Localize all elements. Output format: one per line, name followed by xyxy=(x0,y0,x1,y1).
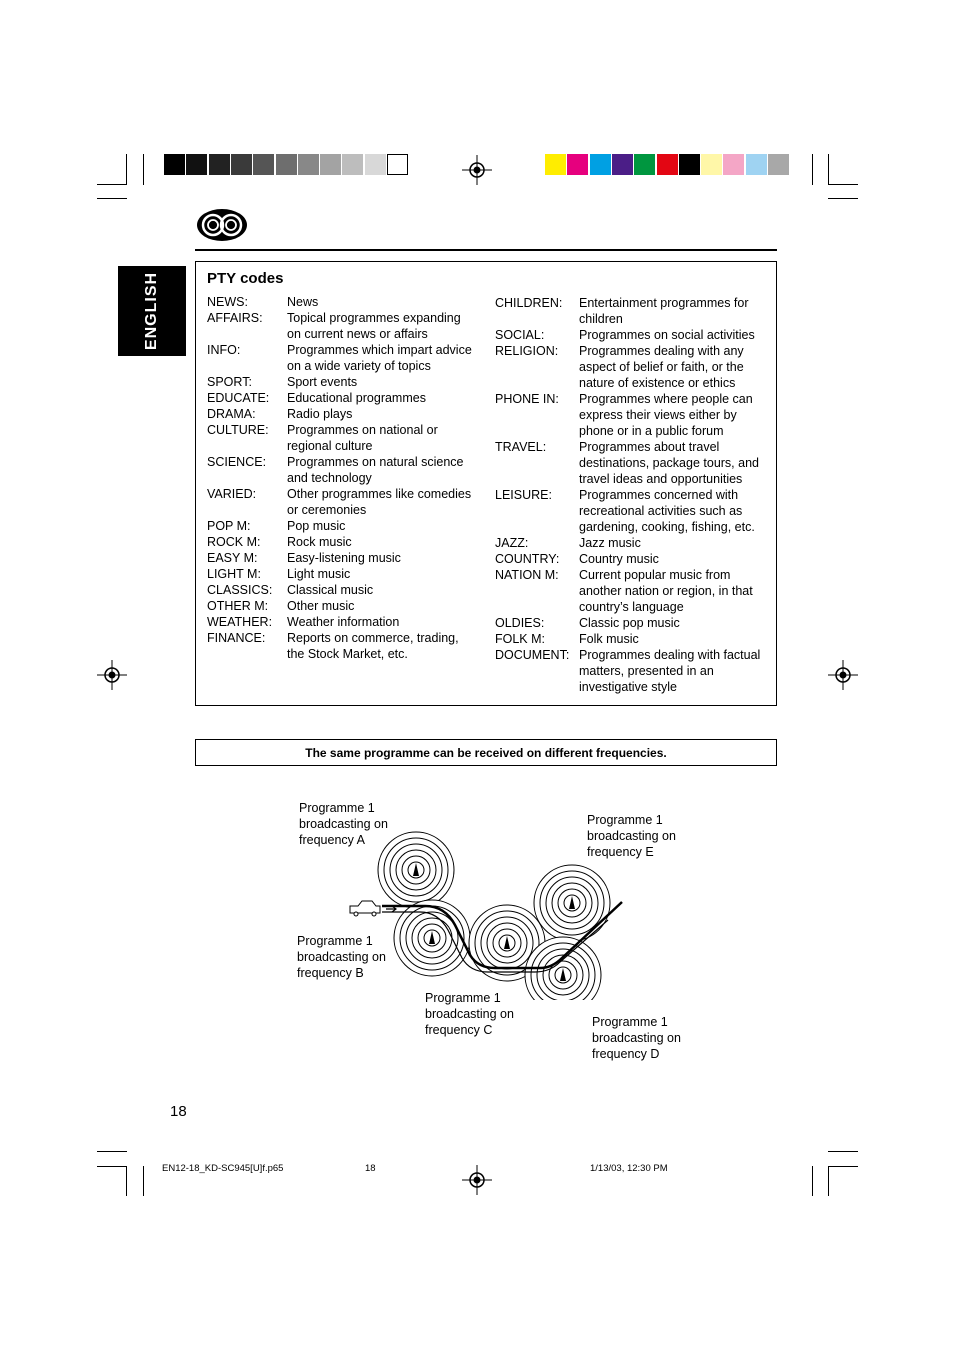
caption-frequency-d: Programme 1 broadcasting on frequency D xyxy=(592,1015,681,1061)
pty-code: LEISURE: xyxy=(495,488,552,502)
pty-code: TRAVEL: xyxy=(495,440,547,454)
pty-code-row xyxy=(495,551,770,567)
registration-mark-icon xyxy=(97,660,127,690)
pty-code: DOCUMENT: xyxy=(495,648,570,662)
pty-code: AFFAIRS: xyxy=(207,311,263,325)
pty-code: FINANCE: xyxy=(207,631,266,645)
pty-description: Entertainment programmes for children xyxy=(579,296,749,326)
gray-swatch xyxy=(276,154,297,175)
pty-code-row xyxy=(495,647,770,695)
pty-code-row xyxy=(495,439,770,487)
footer-page: 18 xyxy=(365,1163,376,1174)
pty-code-row xyxy=(207,342,477,374)
gray-swatch xyxy=(298,154,319,175)
pty-code: NEWS: xyxy=(207,295,248,309)
header-rule xyxy=(195,249,777,251)
pty-description: Current popular music from another nation or region, in that country’s language xyxy=(579,568,753,614)
pty-code: EASY M: xyxy=(207,551,258,565)
pty-description: Reports on commerce, trading, the Stock Market, etc. xyxy=(287,631,459,661)
pty-code-row xyxy=(495,343,770,391)
pty-code: OLDIES: xyxy=(495,616,545,630)
gray-swatch xyxy=(209,154,230,175)
pty-description: Rock music xyxy=(287,535,352,549)
pty-code: CHILDREN: xyxy=(495,296,563,310)
pty-codes-panel xyxy=(195,261,777,706)
color-swatch xyxy=(679,154,700,175)
pty-code: EDUCATE: xyxy=(207,391,270,405)
caption-frequency-a: Programme 1 broadcasting on frequency A xyxy=(299,801,388,847)
pty-list-left xyxy=(207,294,477,662)
pty-code-row xyxy=(207,582,477,598)
pty-description: Folk music xyxy=(579,632,639,646)
color-swatch xyxy=(634,154,655,175)
pty-code: SPORT: xyxy=(207,375,252,389)
pty-code-row xyxy=(495,391,770,439)
pty-code-row xyxy=(207,566,477,582)
pty-code: INFO: xyxy=(207,343,241,357)
page-number: 18 xyxy=(170,1103,187,1120)
pty-code-row xyxy=(207,486,477,518)
pty-code-row xyxy=(495,615,770,631)
pty-code: PHONE IN: xyxy=(495,392,559,406)
pty-description: Country music xyxy=(579,552,659,566)
rds-logo-icon xyxy=(195,207,249,243)
pty-code: CULTURE: xyxy=(207,423,269,437)
gray-swatch xyxy=(164,154,185,175)
pty-code-row xyxy=(495,295,770,327)
pty-code-row xyxy=(207,390,477,406)
registration-mark-icon xyxy=(462,155,492,185)
pty-description: Jazz music xyxy=(579,536,641,550)
pty-code: JAZZ: xyxy=(495,536,529,550)
color-swatch xyxy=(612,154,633,175)
caption-frequency-c: Programme 1 broadcasting on frequency C xyxy=(425,991,514,1037)
pty-description: Light music xyxy=(287,567,351,581)
pty-description: Programmes concerned with recreational activities such as gardening, cooking, fishing, etc. xyxy=(579,488,755,534)
pty-description: Programmes on natural science and technology xyxy=(287,455,464,485)
pty-description: Topical programmes expanding on current news or affairs xyxy=(287,311,461,341)
pty-code: OTHER M: xyxy=(207,599,269,613)
pty-description: Classic pop music xyxy=(579,616,680,630)
pty-code: RELIGION: xyxy=(495,344,559,358)
car-icon xyxy=(350,901,380,916)
pty-code-row xyxy=(207,614,477,630)
pty-code: FOLK M: xyxy=(495,632,546,646)
pty-code-row xyxy=(495,535,770,551)
pty-code-row xyxy=(207,310,477,342)
registration-mark-icon xyxy=(462,1165,492,1195)
pty-description: Educational programmes xyxy=(287,391,426,405)
pty-description: Programmes on social activities xyxy=(579,328,755,342)
pty-code: NATION M: xyxy=(495,568,559,582)
transmitter-icon xyxy=(534,865,610,941)
pty-code-row xyxy=(495,631,770,647)
frequency-note-text: The same programme can be received on different frequencies. xyxy=(305,745,667,760)
pty-description: Sport events xyxy=(287,375,358,389)
gray-swatch xyxy=(231,154,252,175)
gray-swatch xyxy=(320,154,341,175)
pty-description: Radio plays xyxy=(287,407,353,421)
pty-code-row xyxy=(495,567,770,615)
pty-description: News xyxy=(287,295,319,309)
color-swatch xyxy=(723,154,744,175)
transmitter-rings xyxy=(378,832,610,1000)
pty-code-row xyxy=(207,550,477,566)
gray-swatch xyxy=(342,154,363,175)
pty-code: SCIENCE: xyxy=(207,455,267,469)
pty-description: Pop music xyxy=(287,519,346,533)
pty-code-row xyxy=(207,630,477,662)
pty-code-row xyxy=(207,422,477,454)
pty-code: CLASSICS: xyxy=(207,583,273,597)
gray-swatch xyxy=(253,154,274,175)
pty-description: Programmes which impart advice on a wide variety of topics xyxy=(287,343,472,373)
pty-description: Programmes where people can express their views either by phone or in a public forum xyxy=(579,392,753,438)
pty-description: Other music xyxy=(287,599,355,613)
pty-code-row xyxy=(207,406,477,422)
pty-description: Programmes about travel destinations, package tours, and travel ideas and opportunities xyxy=(579,440,759,486)
pty-code: SOCIAL: xyxy=(495,328,545,342)
color-swatch xyxy=(746,154,767,175)
caption-frequency-e: Programme 1 broadcasting on frequency E xyxy=(587,813,676,859)
pty-description: Other programmes like comedies or ceremonies xyxy=(287,487,472,517)
pty-description: Programmes dealing with any aspect of belief or faith, or the nature of existence or ethics xyxy=(579,344,744,390)
pty-code: COUNTRY: xyxy=(495,552,560,566)
color-swatch xyxy=(768,154,789,175)
gray-swatch xyxy=(365,154,386,175)
pty-description: Weather information xyxy=(287,615,400,629)
color-swatch xyxy=(701,154,722,175)
pty-code-row xyxy=(207,454,477,486)
pty-code-row xyxy=(207,294,477,310)
footer-timestamp: 1/13/03, 12:30 PM xyxy=(590,1163,668,1174)
registration-mark-icon xyxy=(828,660,858,690)
pty-code-row xyxy=(495,487,770,535)
color-swatch xyxy=(657,154,678,175)
pty-description: Easy-listening music xyxy=(287,551,401,565)
color-swatch xyxy=(590,154,611,175)
pty-code: WEATHER: xyxy=(207,615,273,629)
footer-file-name: EN12-18_KD-SC945[U]f.p65 xyxy=(162,1163,284,1174)
pty-code: ROCK M: xyxy=(207,535,261,549)
color-swatch xyxy=(545,154,566,175)
caption-frequency-b: Programme 1 broadcasting on frequency B xyxy=(297,934,386,980)
pty-code: DRAMA: xyxy=(207,407,256,421)
pty-title: PTY codes xyxy=(207,270,284,287)
pty-code: VARIED: xyxy=(207,487,257,501)
gray-swatch xyxy=(186,154,207,175)
pty-description: Classical music xyxy=(287,583,374,597)
color-swatch xyxy=(567,154,588,175)
pty-code-row xyxy=(207,598,477,614)
pty-code: LIGHT M: xyxy=(207,567,261,581)
language-tab-label: ENGLISH xyxy=(143,271,160,351)
pty-description: Programmes on national or regional culture xyxy=(287,423,438,453)
pty-description: Programmes dealing with factual matters, presented in an investigative style xyxy=(579,648,761,694)
pty-list-right xyxy=(495,295,770,695)
pty-code-row xyxy=(207,374,477,390)
pty-code-row xyxy=(207,518,477,534)
pty-code: POP M: xyxy=(207,519,251,533)
frequency-note xyxy=(195,739,777,766)
pty-code-row xyxy=(207,534,477,550)
pty-code-row xyxy=(495,327,770,343)
gray-swatch xyxy=(387,154,408,175)
language-tab xyxy=(118,266,186,356)
